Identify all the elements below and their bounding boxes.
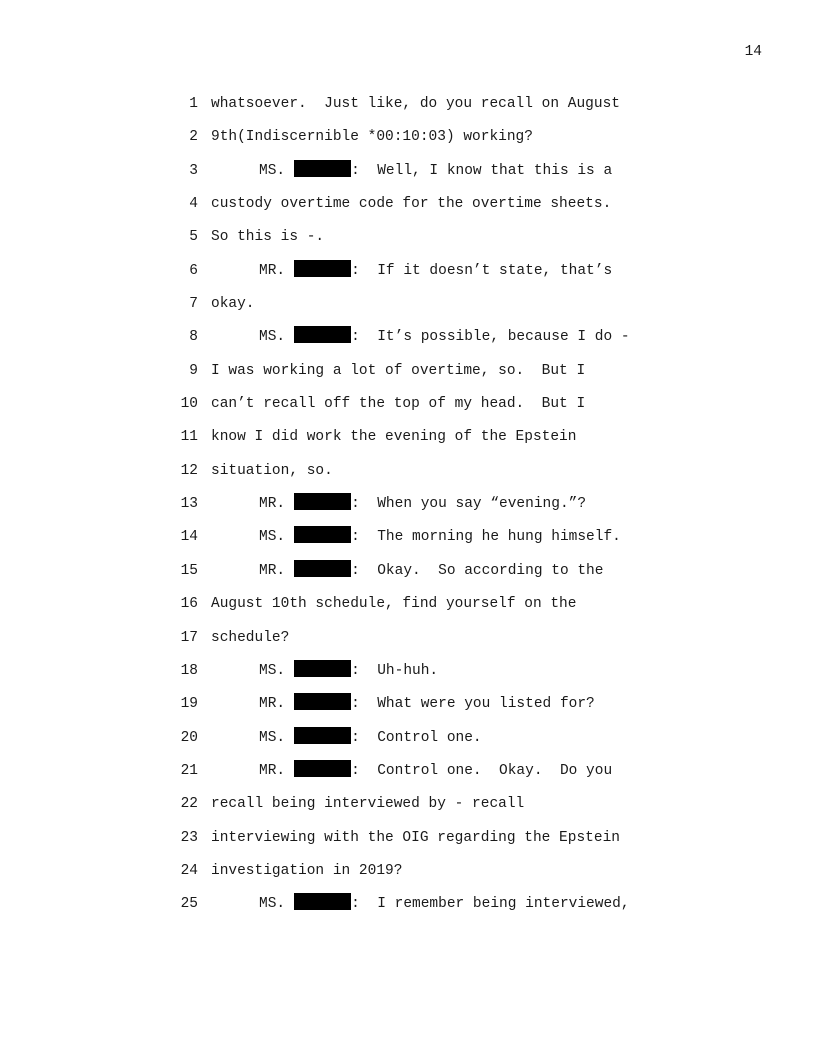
transcript-line [160, 159, 700, 192]
line-text: schedule? [211, 629, 290, 646]
line-text: : If it doesn’t state, that’s [351, 262, 613, 279]
speaker-title: MR. [259, 696, 286, 713]
transcript-line [160, 225, 700, 258]
line-text: : It’s possible, because I do - [351, 329, 630, 346]
line-number: 23 [180, 829, 198, 846]
line-number: 22 [180, 796, 198, 813]
line-text: I was working a lot of overtime, so. But I [211, 362, 586, 379]
transcript-line [160, 125, 700, 158]
line-text: : Control one. [351, 729, 482, 746]
speaker-title: MS. [259, 329, 286, 346]
redaction-box [294, 260, 351, 277]
line-number: 1 [189, 96, 198, 112]
line-text: can’t recall off the top of my head. But I [211, 396, 586, 413]
speaker-line [211, 659, 438, 683]
speaker-title: MS. [259, 662, 286, 679]
speaker-line [211, 325, 630, 349]
speaker-line [211, 259, 612, 283]
line-text: : I remember being interviewed, [351, 896, 630, 913]
transcript-line [160, 425, 700, 458]
redaction-box [294, 893, 351, 910]
transcript-line [160, 259, 700, 292]
speaker-line [211, 892, 630, 916]
line-number: 10 [180, 396, 198, 413]
transcript-line [160, 492, 700, 525]
line-text: So this is -. [211, 229, 325, 246]
speaker-line [211, 559, 603, 583]
line-text: August 10th schedule, find yourself on the [211, 596, 577, 613]
speaker-title: MS. [259, 529, 286, 546]
line-text: : When you say “evening.”? [351, 496, 587, 513]
line-number: 12 [180, 462, 198, 479]
transcript-line [160, 792, 700, 825]
line-number: 2 [189, 129, 198, 146]
transcript-line [160, 459, 700, 492]
speaker-title: MS. [259, 896, 286, 913]
line-number: 5 [189, 229, 198, 246]
line-text: okay. [211, 296, 255, 313]
line-number: 15 [180, 562, 198, 579]
line-text: : Control one. Okay. Do you [351, 762, 613, 779]
line-number: 7 [189, 296, 198, 313]
transcript-line [160, 292, 700, 325]
speaker-title: MR. [259, 262, 286, 279]
line-number: 19 [180, 696, 198, 713]
line-text: 9th(Indiscernible *00:10:03) working? [211, 129, 533, 146]
page-number: 14 [744, 44, 762, 60]
redaction-box [294, 760, 351, 777]
line-number: 20 [180, 729, 198, 746]
redaction-box [294, 693, 351, 710]
redaction-box [294, 526, 351, 543]
line-text: situation, so. [211, 462, 333, 479]
transcript-line [160, 892, 700, 925]
line-number: 18 [180, 662, 198, 679]
line-number: 9 [189, 362, 198, 379]
speaker-line [211, 759, 612, 783]
redaction-box [294, 493, 351, 510]
transcript-line [160, 92, 700, 125]
speaker-line [211, 525, 621, 549]
transcript-line [160, 859, 700, 892]
transcript-line [160, 559, 700, 592]
speaker-title: MR. [259, 762, 286, 779]
line-text: know I did work the evening of the Epstein [211, 429, 577, 446]
speaker-title: MR. [259, 496, 286, 513]
line-text: : The morning he hung himself. [351, 529, 621, 546]
line-number: 3 [189, 162, 198, 179]
line-text: recall being interviewed by - recall [211, 796, 525, 813]
line-number: 11 [180, 429, 198, 446]
transcript-body [160, 92, 700, 926]
transcript-line [160, 359, 700, 392]
speaker-title: MS. [259, 729, 286, 746]
line-number: 25 [180, 896, 198, 913]
transcript-line [160, 626, 700, 659]
redaction-box [294, 660, 351, 677]
line-number: 17 [180, 629, 198, 646]
transcript-line [160, 325, 700, 358]
line-text: investigation in 2019? [211, 862, 403, 879]
line-text: : Well, I know that this is a [351, 162, 613, 179]
redaction-box [294, 326, 351, 343]
transcript-line [160, 592, 700, 625]
redaction-box [294, 727, 351, 744]
line-text: custody overtime code for the overtime sheets. [211, 196, 612, 213]
line-text: whatsoever. Just like, do you recall on August [211, 96, 620, 112]
line-number: 16 [180, 596, 198, 613]
line-number: 21 [180, 762, 198, 779]
line-number: 6 [189, 262, 198, 279]
redaction-box [294, 560, 351, 577]
line-number: 13 [180, 496, 198, 513]
transcript-line [160, 392, 700, 425]
speaker-line [211, 692, 595, 716]
speaker-title: MR. [259, 562, 286, 579]
line-text: interviewing with the OIG regarding the Epstein [211, 829, 620, 846]
transcript-line [160, 826, 700, 859]
line-text: : Okay. So according to the [351, 562, 604, 579]
speaker-line [211, 726, 482, 750]
speaker-title: MS. [259, 162, 286, 179]
line-text: : Uh-huh. [351, 662, 439, 679]
speaker-line [211, 492, 586, 516]
line-number: 14 [180, 529, 198, 546]
transcript-line [160, 659, 700, 692]
transcript-line [160, 192, 700, 225]
line-number: 24 [180, 862, 198, 879]
transcript-line [160, 726, 700, 759]
transcript-line [160, 525, 700, 558]
transcript-line [160, 692, 700, 725]
redaction-box [294, 160, 351, 177]
transcript-line [160, 759, 700, 792]
line-number: 4 [189, 196, 198, 213]
speaker-line [211, 159, 612, 183]
line-number: 8 [189, 329, 198, 346]
line-text: : What were you listed for? [351, 696, 595, 713]
